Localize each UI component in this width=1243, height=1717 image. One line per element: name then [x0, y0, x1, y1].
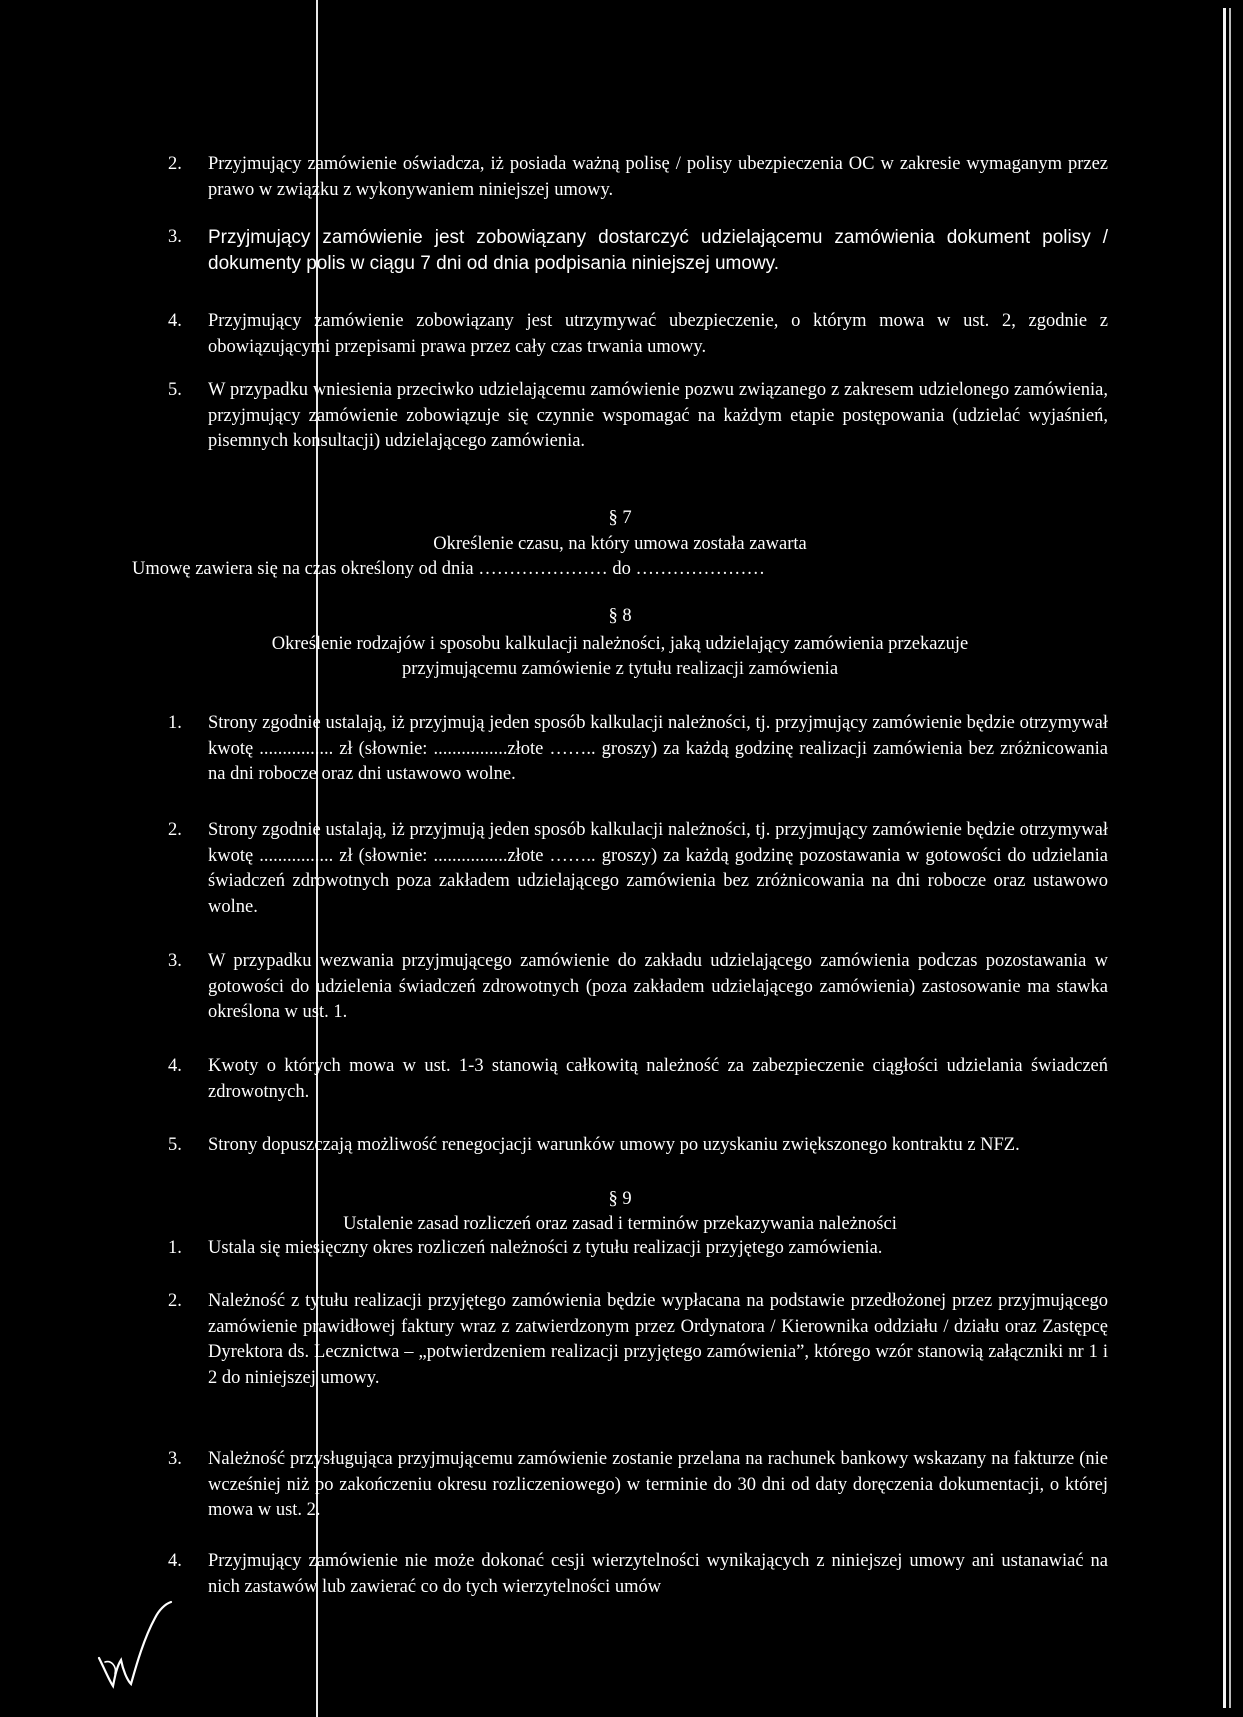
item-text: Ustala się miesięczny okres rozliczeń należności z tytułu realizacji przyjętego zamówienia. — [208, 1238, 883, 1258]
item-number: 1. — [168, 713, 182, 733]
item-number: 3. — [168, 951, 182, 971]
list-item — [168, 711, 1108, 788]
item-number: 2. — [168, 154, 182, 174]
item-text: Kwoty o których mowa w ust. 1-3 stanowią całkowitą należność za zabezpieczenie ciągłości udzielania świadczeń zdrowotnych. — [208, 1056, 1108, 1102]
item-number: 3. — [168, 227, 182, 247]
item-text: Strony zgodnie ustalają, iż przyjmują jeden sposób kalkulacji należności, tj. przyjmujący zamówienie będzie otrzymywał kwotę ................ zł (słownie: ................złote …….. groszy) za każdą godzinę realizacji zamówienia bez zróżnicowania na dni robocze oraz dni ustawowo wolne. — [208, 713, 1108, 784]
list-item — [168, 309, 1108, 360]
item-number: 2. — [168, 1291, 182, 1311]
scan-edge-line — [1229, 8, 1231, 1708]
list-item — [168, 818, 1108, 920]
item-text: Przyjmujący zamówienie nie może dokonać cesji wierzytelności wynikających z niniejszej umowy ani ustanawiać na nich zastawów lub zawierać co do tych wierzytelności umów — [208, 1551, 1108, 1597]
list-item — [168, 1236, 1108, 1262]
scan-edge-line — [1223, 8, 1226, 1708]
section-heading: § 7 — [608, 508, 632, 528]
list-item — [168, 378, 1108, 455]
item-text: Przyjmujący zamówienie jest zobowiązany dostarczyć udzielającemu zamówienia dokument polisy / dokumenty polis w ciągu 7 dni od dnia podpisania niniejszej umowy. — [208, 227, 1108, 274]
list-item — [168, 949, 1108, 1026]
item-text: Przyjmujący zamówienie oświadcza, iż posiada ważną polisę / polisy ubezpieczenia OC w zakresie wymaganym przez prawo w związku z wykonywaniem niniejszej umowy. — [208, 154, 1108, 200]
item-text: Należność z tytułu realizacji przyjętego zamówienia będzie wypłacana na podstawie przedłożonej przez przyjmującego zamówienie prawidłowej faktury wraz z zatwierdzonym przez Ordynatora / Kierownika oddziału / działu oraz Zastępcę Dyrektora ds. Lecznictwa – „potwierdzeniem realizacji przyjętego zamówienia”, którego wzór stanowią załączniki nr 1 i 2 do niniejszej umowy. — [208, 1291, 1108, 1388]
section-title: Określenie czasu, na który umowa została zawarta — [433, 534, 807, 554]
item-number: 5. — [168, 1135, 182, 1155]
section-title: Określenie rodzajów i sposobu kalkulacji należności, jaką udzielający zamówienia przekazuje — [271, 634, 969, 654]
list-item — [168, 1549, 1108, 1600]
item-number: 2. — [168, 820, 182, 840]
item-number: 1. — [168, 1238, 182, 1258]
handwritten-initials-signature — [95, 1600, 175, 1690]
list-item — [168, 225, 1108, 276]
item-text: Strony zgodnie ustalają, iż przyjmują jeden sposób kalkulacji należności, tj. przyjmujący zamówienie będzie otrzymywał kwotę ................ zł (słownie: ................złote …….. groszy) za każdą godzinę pozostawania w gotowości do udzielania świadczeń zdrowotnych poza zakładem udzielającego zamówienia bez zróżnicowania na dni robocze oraz ustawowo wolne. — [208, 820, 1108, 917]
section-heading: § 8 — [608, 606, 632, 626]
section-title: przyjmującemu zamówienie z tytułu realizacji zamówienia — [401, 659, 839, 679]
item-text: W przypadku wniesienia przeciwko udzielającemu zamówienie pozwu związanego z zakresem udzielonego zamówienia, przyjmujący zamówienie zobowiązuje się czynnie wspomagać na każdym etapie postępowania (udzielać wyjaśnień, pisemnych konsultacji) udzielającego zamówienia. — [208, 380, 1108, 451]
item-number: 3. — [168, 1449, 182, 1469]
list-item — [168, 152, 1108, 203]
item-text: Strony dopuszczają możliwość renegocjacji warunków umowy po uzyskaniu zwiększonego kontraktu z NFZ. — [208, 1135, 1020, 1155]
item-text: W przypadku wezwania przyjmującego zamówienie do zakładu udzielającego zamówienia podczas pozostawania w gotowości do udzielenia świadczeń zdrowotnych (poza zakładem udzielającego zamówienia) zastosowanie ma stawka określona w ust. 1. — [208, 951, 1108, 1022]
item-number: 5. — [168, 380, 182, 400]
section-heading: § 9 — [608, 1189, 632, 1209]
contract-period-line: Umowę zawiera się na czas określony od dnia ………………… do ………………… — [132, 559, 765, 579]
item-number: 4. — [168, 1056, 182, 1076]
item-text: Należność przysługująca przyjmującemu zamówienie zostanie przelana na rachunek bankowy wskazany na fakturze (nie wcześniej niż po zakończeniu okresu rozliczeniowego) w terminie do 30 dni od daty doręczenia dokumentacji, o której mowa w ust. 2. — [208, 1449, 1108, 1520]
list-item — [168, 1054, 1108, 1105]
item-number: 4. — [168, 1551, 182, 1571]
item-number: 4. — [168, 311, 182, 331]
section-title: Ustalenie zasad rozliczeń oraz zasad i terminów przekazywania należności — [343, 1214, 897, 1234]
list-item — [168, 1133, 1108, 1159]
list-item — [168, 1447, 1108, 1524]
item-text: Przyjmujący zamówienie zobowiązany jest utrzymywać ubezpieczenie, o którym mowa w ust. 2, zgodnie z obowiązującymi przepisami prawa przez cały czas trwania umowy. — [208, 311, 1108, 357]
list-item — [168, 1289, 1108, 1391]
